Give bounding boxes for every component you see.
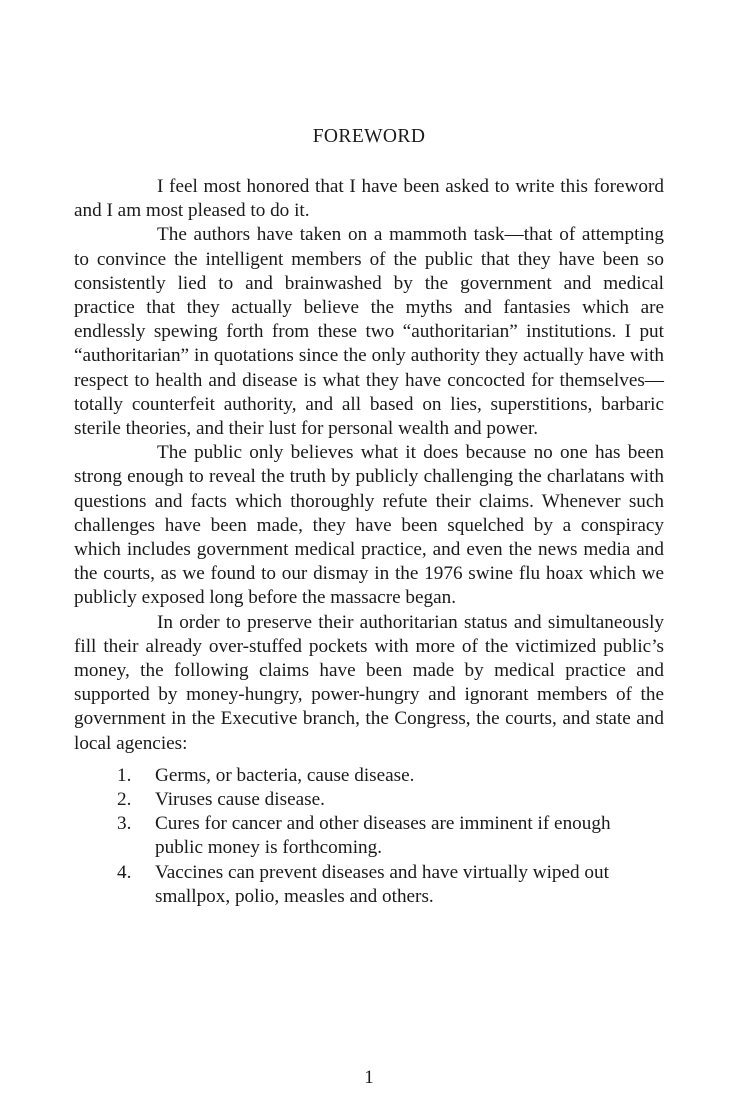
list-item <box>74 788 664 812</box>
paragraph: I feel most honored that I have been asked to write this foreword and I am most pleased to do it. <box>74 176 664 222</box>
paragraph: The authors have taken on a mammoth task—that of attempting to convince the intelligent members of the public that they have been so consistently lied to and brainwashed by the government and medical practice that they actually believe the myths and fantasies which are endlessly spewing forth from these two “authoritarian” institutions. I put “authoritarian” in quotations since the only authority they actually have with respect to health and disease is what they have concocted for themselves—totally counterfeit authority, and all based on lies, superstitions, barbaric sterile theories, and their lust for personal wealth and power. <box>74 224 664 440</box>
claims-list <box>74 764 664 909</box>
list-item-text: Viruses cause disease. <box>155 789 325 811</box>
list-item-text: Vaccines can prevent diseases and have virtually wiped out smallpox, polio, measles and others. <box>155 861 609 907</box>
list-item-text: Germs, or bacteria, cause disease. <box>155 764 415 786</box>
foreword-body <box>74 175 664 909</box>
paragraph: In order to preserve their authoritarian status and simultaneously fill their already over-stuffed pockets with more of the victimized public’s money, the following claims have been made by medical practice and supported by money-hungry, power-hungry and ignorant members of the government in the Executive branch, the Congress, the courts, and state and local agencies: <box>74 611 664 754</box>
list-item-number: 1. <box>117 764 132 786</box>
list-item-number: 3. <box>117 813 132 835</box>
book-page <box>74 0 664 1110</box>
list-item <box>74 861 664 909</box>
paragraph: The public only believes what it does because no one has been strong enough to reveal the truth by publicly challenging the charlatans with questions and facts which thoroughly refute their claims. Whenever such challenges have been made, they have been squelched by a conspiracy which includes government medical practice, and even the news media and the courts, as we found to our dismay in the 1976 swine flu hoax which we publicly exposed long before the massacre began. <box>74 442 664 609</box>
list-item-number: 4. <box>117 861 132 883</box>
list-item <box>74 764 664 788</box>
list-item-text: Cures for cancer and other diseases are imminent if enough public money is forthcoming. <box>155 813 611 859</box>
list-item <box>74 812 664 860</box>
page-number: 1 <box>364 1067 374 1088</box>
list-item-number: 2. <box>117 789 132 811</box>
chapter-title: FOREWORD <box>312 126 426 147</box>
